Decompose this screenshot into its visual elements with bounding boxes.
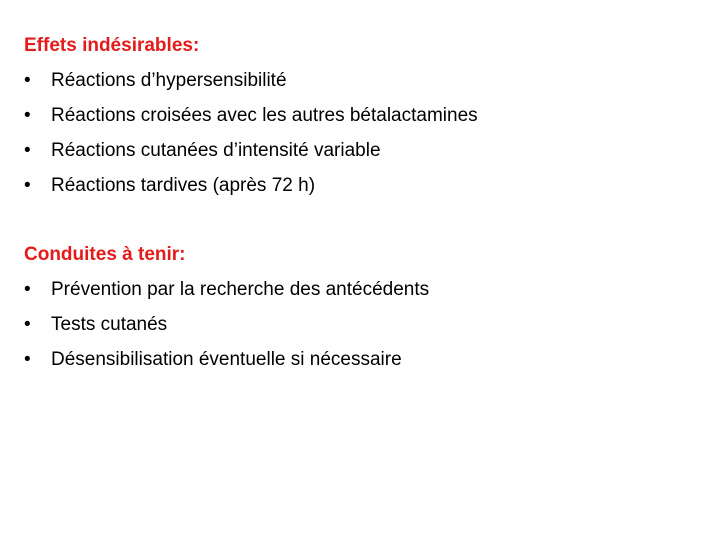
list-item-text: Réactions croisées avec les autres bétalactamines <box>51 105 478 126</box>
bullet-icon: • <box>24 349 31 370</box>
bullet-list <box>24 272 696 377</box>
section-management <box>24 237 696 377</box>
bullet-list <box>24 63 696 203</box>
section-side-effects <box>24 28 696 203</box>
list-item-text: Tests cutanés <box>51 314 168 335</box>
list-item-text: Réactions cutanées d’intensité variable <box>51 140 381 161</box>
list-item <box>24 168 696 203</box>
bullet-icon: • <box>24 140 31 161</box>
slide-content <box>24 28 696 377</box>
list-item <box>24 133 696 168</box>
list-item-text: Réactions d’hypersensibilité <box>51 70 287 91</box>
section-heading: Conduites à tenir: <box>24 244 186 265</box>
bullet-icon: • <box>24 175 31 196</box>
list-item <box>24 307 696 342</box>
bullet-icon: • <box>24 314 31 335</box>
list-item <box>24 63 696 98</box>
bullet-icon: • <box>24 279 31 300</box>
list-item <box>24 98 696 133</box>
list-item-text: Prévention par la recherche des antécédents <box>51 279 430 300</box>
bullet-icon: • <box>24 70 31 91</box>
list-item <box>24 272 696 307</box>
section-heading: Effets indésirables: <box>24 35 200 56</box>
list-item-text: Réactions tardives (après 72 h) <box>51 175 316 196</box>
list-item-text: Désensibilisation éventuelle si nécessaire <box>51 349 402 370</box>
list-item <box>24 342 696 377</box>
bullet-icon: • <box>24 105 31 126</box>
